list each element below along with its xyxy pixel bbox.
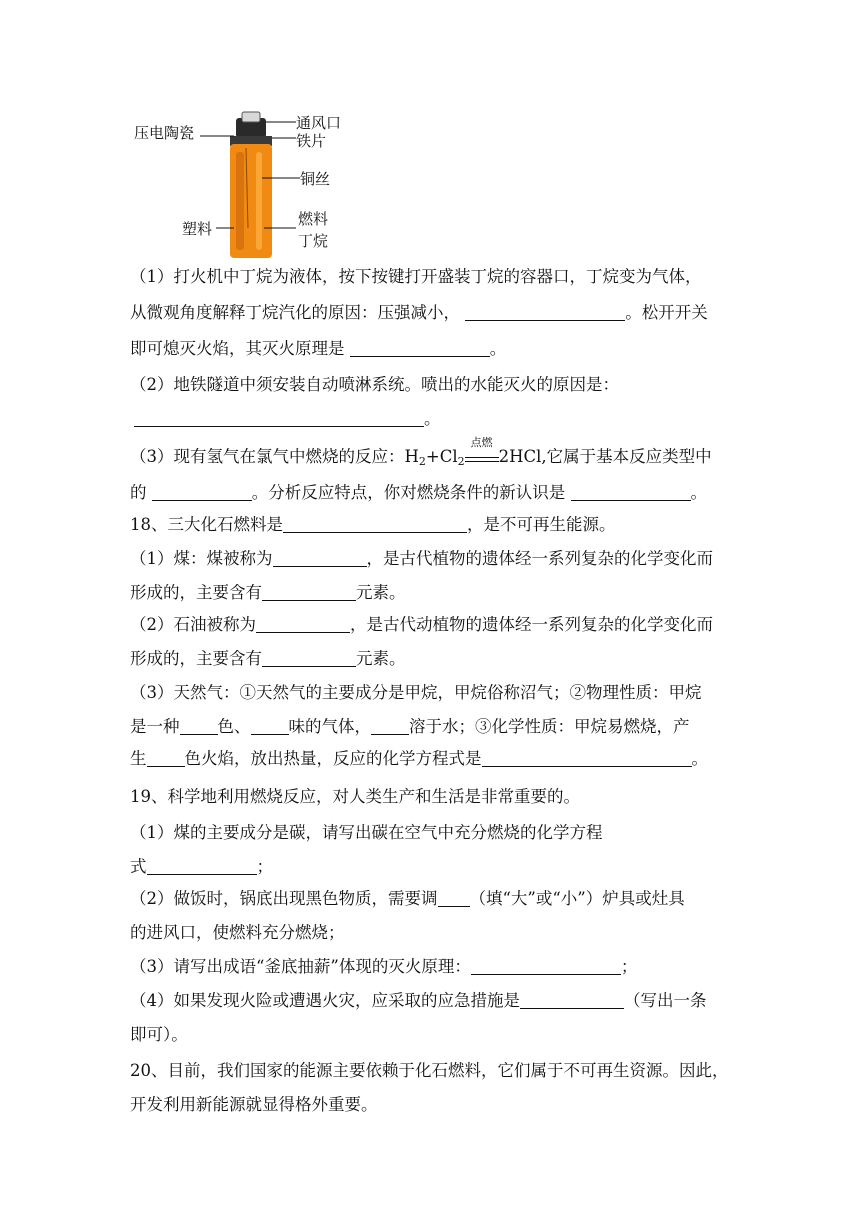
q17-p2-line1: （2）地铁隧道中须安装自动喷淋系统。喷出的水能灭火的原因是： — [130, 375, 619, 394]
q17-p1-line1: （1）打火机中丁烷为液体，按下按键打开盛装丁烷的容器口，丁烷变为气体， — [130, 267, 702, 286]
q17-p3-line1: （3）现有氢气在氯气中燃烧的反应：$H_2+Cl_2$ 点燃 2HCl,它属于基本反应类型中 — [130, 436, 712, 468]
label-iron: 铁片 — [296, 132, 327, 150]
answer-blank[interactable] — [371, 718, 409, 735]
answer-blank[interactable] — [350, 340, 490, 357]
q18-p3-line2: 是一种 色、 味的气体， 溶于水；③化学性质：甲烷易燃烧，产 — [130, 717, 690, 736]
answer-blank[interactable] — [438, 890, 470, 907]
q17-p1-line2: 从微观角度解释丁烷汽化的原因：压强减小， 。松开开关 — [130, 303, 708, 322]
answer-blank[interactable] — [465, 304, 625, 321]
answer-blank[interactable] — [256, 616, 350, 633]
answer-blank[interactable] — [262, 584, 356, 601]
q18-p1-line1: （1）煤：煤被称为 ，是古代植物的遗体经一系列复杂的化学变化而 — [130, 549, 713, 568]
answer-blank[interactable] — [180, 718, 218, 735]
q17-p3-line2: 的 。分析反应特点，你对燃烧条件的新认识是 。 — [130, 483, 707, 502]
q20-line2: 开发利用新能源就显得格外重要。 — [130, 1095, 378, 1114]
label-copper: 铜丝 — [300, 170, 331, 188]
answer-blank[interactable] — [134, 410, 424, 427]
q19-p1-line1: （1）煤的主要成分是碳，请写出碳在空气中充分燃烧的化学方程 — [130, 823, 603, 842]
label-vent: 通风口 — [296, 114, 342, 132]
answer-blank[interactable] — [571, 484, 691, 501]
answer-blank[interactable] — [262, 650, 356, 667]
q19-head: 19、科学地利用燃烧反应，对人类生产和生活是非常重要的。 — [130, 787, 580, 806]
answer-blank[interactable] — [520, 992, 624, 1009]
lighter-vent — [242, 112, 260, 122]
q18-p2-line1: （2）石油被称为 ，是古代动植物的遗体经一系列复杂的化学变化而 — [130, 615, 713, 634]
q18-p2-line2: 形成的，主要含有 元素。 — [130, 649, 406, 668]
label-fuel: 燃料 — [298, 210, 329, 228]
answer-blank[interactable] — [147, 750, 185, 767]
q19-p4-line1: （4）如果发现火险或遭遇火灾，应采取的应急措施是 （写出一条 — [130, 991, 707, 1010]
q19-p3: （3）请写出成语“釜底抽薪”体现的灭火原理： ； — [130, 957, 638, 976]
q18-p3-line1: （3）天然气：①天然气的主要成分是甲烷，甲烷俗称沼气；②物理性质：甲烷 — [130, 683, 702, 702]
q17-p1-line3: 即可熄灭火焰，其灭火原理是 。 — [130, 339, 507, 358]
answer-blank[interactable] — [251, 718, 289, 735]
q18-head: 18、三大化石燃料是 ，是不可再生能源。 — [130, 515, 616, 534]
q18-p3-line3: 生 色火焰，放出热量，反应的化学方程式是 。 — [130, 749, 708, 768]
q20-line1: 20、目前，我们国家的能源主要依赖于化石燃料，它们属于不可再生资源。因此， — [130, 1061, 729, 1080]
label-butane: 丁烷 — [298, 232, 329, 250]
answer-blank[interactable] — [152, 484, 252, 501]
q17-p2-line2: 。 — [130, 408, 860, 430]
q19-p2-line1: （2）做饭时，锅底出现黑色物质，需要调 （填“大”或“小”）炉具或灶具 — [130, 889, 685, 908]
answer-blank[interactable] — [283, 516, 467, 533]
answer-blank[interactable] — [482, 750, 692, 767]
label-piezo: 压电陶瓷 — [134, 124, 195, 142]
label-plastic: 塑料 — [182, 220, 213, 238]
q19-p4-line2: 即可）。 — [130, 1025, 188, 1044]
q19-p2-line2: 的进风口，使燃料充分燃烧； — [130, 923, 345, 942]
reaction-condition: 点燃 — [465, 450, 499, 462]
q18-p1-line2: 形成的，主要含有 元素。 — [130, 583, 406, 602]
answer-blank[interactable] — [273, 550, 367, 567]
answer-blank[interactable] — [147, 858, 257, 875]
answer-blank[interactable] — [471, 958, 621, 975]
lighter-figure — [130, 108, 350, 260]
q19-p1-line2: 式 ； — [130, 857, 273, 876]
